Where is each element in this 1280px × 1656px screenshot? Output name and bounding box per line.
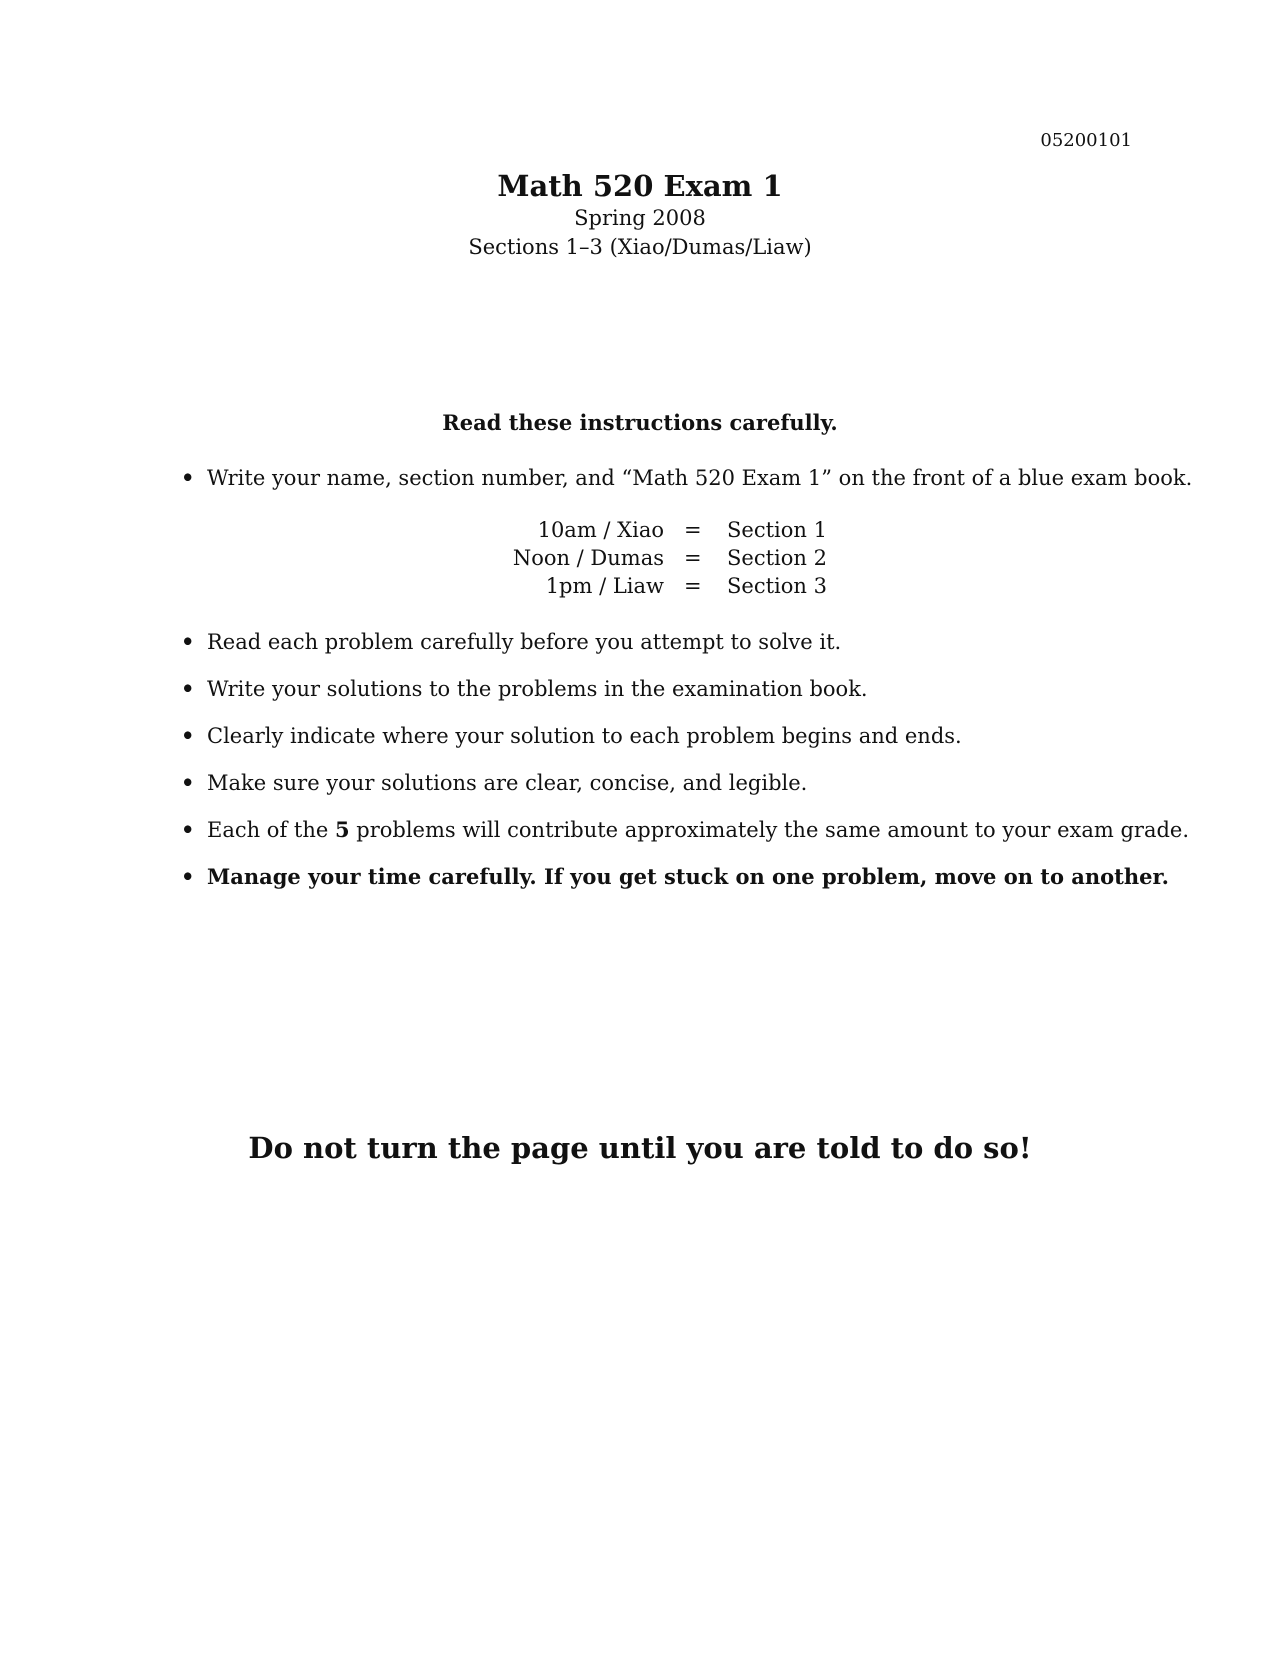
instruction-text-post: problems will contribute approximately the same amount to your exam grade.	[349, 818, 1190, 842]
section-table	[0, 516, 1280, 600]
instruction-item	[181, 722, 962, 750]
instruction-text: Write your name, section number, and “Math 520 Exam 1” on the front of a blue exam book.	[207, 466, 1193, 490]
instruction-item	[181, 863, 1169, 891]
bullet-icon: •	[181, 817, 195, 842]
section-time-instructor: Noon / Dumas	[512, 546, 664, 570]
instruction-text: Manage your time carefully. If you get stuck on one problem, move on to another.	[207, 864, 1169, 889]
problem-count: 5	[334, 817, 350, 842]
exam-sections: Sections 1–3 (Xiao/Dumas/Liaw)	[468, 235, 812, 259]
bullet-icon: •	[181, 465, 195, 490]
bullet-icon: •	[181, 676, 195, 701]
exam-header	[0, 168, 1280, 262]
instruction-text: Make sure your solutions are clear, concise, and legible.	[207, 771, 808, 795]
exam-title: Math 520 Exam 1	[497, 169, 783, 203]
section-time-instructor: 10am / Xiao	[537, 518, 664, 542]
exam-term: Spring 2008	[574, 206, 706, 230]
section-number: Section 1	[727, 518, 827, 542]
section-row	[0, 516, 1280, 544]
section-number: Section 2	[727, 546, 827, 570]
equals-sign: =	[684, 546, 702, 570]
bullet-icon: •	[181, 864, 195, 889]
section-number: Section 3	[727, 574, 827, 598]
exam-code: 05200101	[1040, 130, 1132, 151]
bullet-icon: •	[181, 723, 195, 748]
bullet-icon: •	[181, 629, 195, 654]
instruction-item	[181, 675, 868, 703]
instruction-item	[181, 464, 1192, 492]
section-row	[0, 572, 1280, 600]
instruction-item	[181, 769, 807, 797]
instruction-text: Read each problem carefully before you attempt to solve it.	[207, 630, 842, 654]
section-time-instructor: 1pm / Liaw	[545, 574, 664, 598]
instruction-text-pre: Each of the	[207, 818, 335, 842]
instruction-text: Write your solutions to the problems in the examination book.	[207, 677, 868, 701]
equals-sign: =	[684, 518, 702, 542]
section-row	[0, 544, 1280, 572]
do-not-turn-warning: Do not turn the page until you are told to do so!	[248, 1131, 1032, 1165]
instructions-heading: Read these instructions carefully.	[442, 410, 838, 435]
instruction-item	[181, 628, 841, 656]
instruction-item	[181, 816, 1189, 844]
instruction-text: Clearly indicate where your solution to each problem begins and ends.	[207, 724, 962, 748]
bullet-icon: •	[181, 770, 195, 795]
equals-sign: =	[684, 574, 702, 598]
